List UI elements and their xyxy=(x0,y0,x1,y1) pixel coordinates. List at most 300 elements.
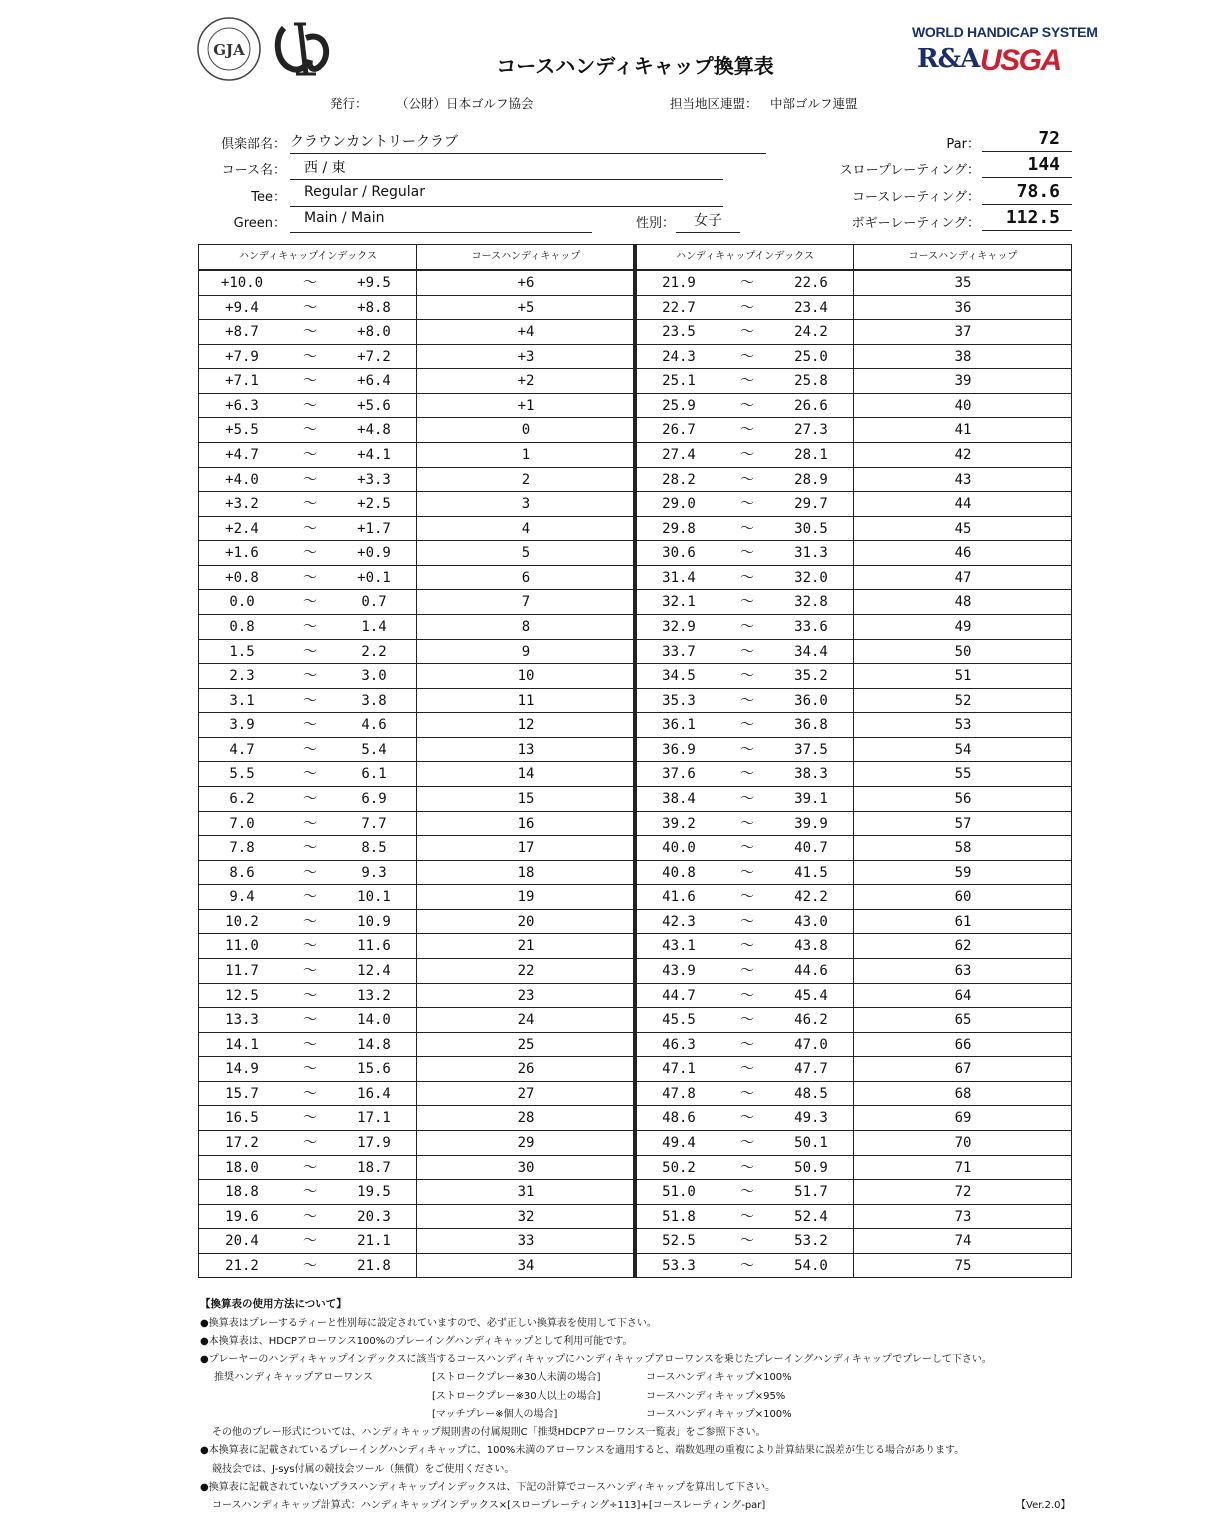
usga-logo: USGA xyxy=(980,44,1061,77)
range-tilde: ～ xyxy=(740,717,754,734)
handicap-index-to: 52.4 xyxy=(794,1208,828,1225)
range-tilde: ～ xyxy=(740,889,754,906)
handicap-index-from: 25.9 xyxy=(662,397,696,414)
range-tilde: ～ xyxy=(303,422,317,439)
handicap-index-to: +9.5 xyxy=(357,275,391,291)
course-handicap: 15 xyxy=(517,790,535,807)
course-handicap: 60 xyxy=(954,889,972,906)
course-handicap: 62 xyxy=(954,938,972,955)
handicap-index-to: 30.5 xyxy=(794,520,828,537)
handicap-index-to: 20.3 xyxy=(357,1208,391,1225)
club-name: クラウンカントリークラブ xyxy=(290,131,766,154)
column-divider xyxy=(853,245,854,1277)
range-tilde: ～ xyxy=(303,1036,317,1053)
gender-value: 女子 xyxy=(676,210,740,233)
handicap-index-to: 45.4 xyxy=(794,987,828,1004)
range-tilde: ～ xyxy=(303,446,317,463)
handicap-index-from: 43.1 xyxy=(662,938,696,955)
handicap-index-from: 23.5 xyxy=(662,324,696,341)
course-handicap: 48 xyxy=(954,594,972,611)
range-tilde: ～ xyxy=(740,938,754,955)
header-course-handicap-left: コースハンディキャップ xyxy=(471,251,581,262)
handicap-index-to: 21.8 xyxy=(357,1257,391,1274)
allowance-mode: [ストロークプレー※30人以上の場合] xyxy=(432,1391,601,1402)
course-handicap: 50 xyxy=(954,643,972,660)
handicap-index-from: +1.6 xyxy=(225,545,259,562)
range-tilde: ～ xyxy=(740,275,754,291)
handicap-index-to: 54.0 xyxy=(794,1257,828,1274)
range-tilde: ～ xyxy=(740,348,754,365)
handicap-index-from: 46.3 xyxy=(662,1036,696,1053)
jga-logo xyxy=(196,16,262,82)
notes-heading: 【換算表の使用方法について】 xyxy=(200,1298,347,1310)
handicap-index-to: 12.4 xyxy=(357,962,391,979)
course-handicap: 6 xyxy=(521,569,531,586)
conversion-table xyxy=(198,244,1072,1278)
handicap-index-from: 13.3 xyxy=(225,1012,259,1029)
handicap-index-from: +6.3 xyxy=(225,397,259,414)
range-tilde: ～ xyxy=(303,373,317,390)
handicap-index-to: 48.5 xyxy=(794,1085,828,1102)
note: その他のプレー形式については、ハンディキャップ規則書の付属規則C「推奨HDCPアローワンス一覧表」をご参照下さい。 xyxy=(212,1427,766,1438)
range-tilde: ～ xyxy=(740,1159,754,1176)
range-tilde: ～ xyxy=(740,471,754,488)
handicap-index-from: 40.0 xyxy=(662,840,696,857)
course-handicap: 31 xyxy=(517,1184,535,1201)
handicap-index-from: +2.4 xyxy=(225,520,259,537)
course-handicap: 61 xyxy=(954,913,972,930)
handicap-index-to: 34.4 xyxy=(794,643,828,660)
tee-label: Tee： xyxy=(251,190,286,205)
range-tilde: ～ xyxy=(740,1257,754,1274)
course-handicap: 38 xyxy=(954,348,972,365)
handicap-index-to: 28.9 xyxy=(794,471,828,488)
handicap-index-from: 45.5 xyxy=(662,1012,696,1029)
course-handicap: 18 xyxy=(517,864,535,881)
handicap-index-to: 22.6 xyxy=(794,275,828,291)
tee-value: Regular / Regular xyxy=(290,184,723,207)
handicap-index-from: 35.3 xyxy=(662,692,696,709)
range-tilde: ～ xyxy=(740,520,754,537)
range-tilde: ～ xyxy=(303,299,317,316)
handicap-index-from: 21.2 xyxy=(225,1257,259,1274)
course-handicap: 2 xyxy=(521,471,531,488)
range-tilde: ～ xyxy=(303,1233,317,1250)
handicap-index-to: 50.1 xyxy=(794,1134,828,1151)
handicap-index-to: 53.2 xyxy=(794,1233,828,1250)
range-tilde: ～ xyxy=(740,1061,754,1078)
course-handicap: 70 xyxy=(954,1134,972,1151)
range-tilde: ～ xyxy=(740,692,754,709)
range-tilde: ～ xyxy=(303,790,317,807)
handicap-index-to: 47.0 xyxy=(794,1036,828,1053)
course-handicap: +2 xyxy=(517,373,535,390)
course-handicap: 24 xyxy=(517,1012,535,1029)
course-handicap: 52 xyxy=(954,692,972,709)
handicap-index-to: +2.5 xyxy=(357,496,391,513)
publisher-value: （公財）日本ゴルフ協会 xyxy=(396,96,534,111)
region-label: 担当地区連盟： xyxy=(670,96,758,111)
handicap-index-from: 38.4 xyxy=(662,790,696,807)
course-handicap: 41 xyxy=(954,422,972,439)
handicap-index-from: +9.4 xyxy=(225,299,259,316)
range-tilde: ～ xyxy=(740,397,754,414)
handicap-index-from: 0.0 xyxy=(229,594,255,611)
range-tilde: ～ xyxy=(303,962,317,979)
course-handicap: 73 xyxy=(954,1208,972,1225)
handicap-index-to: 25.0 xyxy=(794,348,828,365)
handicap-index-to: 13.2 xyxy=(357,987,391,1004)
course-handicap: 33 xyxy=(517,1233,535,1250)
handicap-index-from: 33.7 xyxy=(662,643,696,660)
handicap-index-from: 30.6 xyxy=(662,545,696,562)
course-handicap: 0 xyxy=(521,422,531,439)
course-handicap: 13 xyxy=(517,741,535,758)
version-label: 【Ver.2.0】 xyxy=(1016,1500,1071,1511)
handicap-index-from: 43.9 xyxy=(662,962,696,979)
range-tilde: ～ xyxy=(303,545,317,562)
range-tilde: ～ xyxy=(740,1233,754,1250)
course-handicap: 8 xyxy=(521,618,531,635)
handicap-index-from: 8.6 xyxy=(229,864,255,881)
range-tilde: ～ xyxy=(740,1012,754,1029)
handicap-index-from: 32.1 xyxy=(662,594,696,611)
handicap-index-from: 20.4 xyxy=(225,1233,259,1250)
handicap-index-from: 2.3 xyxy=(229,668,255,685)
handicap-index-from: 28.2 xyxy=(662,471,696,488)
handicap-index-from: 27.4 xyxy=(662,446,696,463)
handicap-index-to: +1.7 xyxy=(357,520,391,537)
range-tilde: ～ xyxy=(303,618,317,635)
handicap-index-from: 44.7 xyxy=(662,987,696,1004)
course-handicap: 36 xyxy=(954,299,972,316)
recommended-allowance-label: 推奨ハンディキャップアローワンス xyxy=(214,1372,373,1383)
handicap-index-from: 3.9 xyxy=(229,717,255,734)
handicap-index-to: 19.5 xyxy=(357,1184,391,1201)
range-tilde: ～ xyxy=(303,324,317,341)
handicap-index-to: 31.3 xyxy=(794,545,828,562)
course-rating-value: 78.6 xyxy=(982,181,1072,205)
handicap-index-to: 3.0 xyxy=(361,668,387,685)
course-handicap: +4 xyxy=(517,324,535,341)
note: 競技会では、J-sys付属の競技会ツール（無償）をご使用ください。 xyxy=(212,1464,515,1475)
course-handicap: 44 xyxy=(954,496,972,513)
range-tilde: ～ xyxy=(740,840,754,857)
handicap-index-to: 17.1 xyxy=(357,1110,391,1127)
handicap-index-from: 9.4 xyxy=(229,889,255,906)
range-tilde: ～ xyxy=(740,668,754,685)
course-handicap: 45 xyxy=(954,520,972,537)
handicap-index-to: 26.6 xyxy=(794,397,828,414)
handicap-index-to: 43.0 xyxy=(794,913,828,930)
jga-emblem-logo xyxy=(270,18,336,78)
handicap-index-from: +7.1 xyxy=(225,373,259,390)
handicap-index-to: 36.8 xyxy=(794,717,828,734)
range-tilde: ～ xyxy=(740,1085,754,1102)
course-handicap: 67 xyxy=(954,1061,972,1078)
handicap-index-from: +3.2 xyxy=(225,496,259,513)
note: ●プレーヤーのハンディキャップインデックスに該当するコースハンディキャップにハンディキャップアローワンスを乗じたプレーイングハンディキャップでプレーして下さい。 xyxy=(200,1354,992,1365)
range-tilde: ～ xyxy=(303,692,317,709)
handicap-index-from: 10.2 xyxy=(225,913,259,930)
handicap-index-to: 40.7 xyxy=(794,840,828,857)
handicap-index-from: 52.5 xyxy=(662,1233,696,1250)
range-tilde: ～ xyxy=(303,815,317,832)
handicap-index-to: 14.0 xyxy=(357,1012,391,1029)
handicap-index-to: 41.5 xyxy=(794,864,828,881)
range-tilde: ～ xyxy=(740,815,754,832)
course-handicap: 4 xyxy=(521,520,531,537)
course-handicap: 26 xyxy=(517,1061,535,1078)
handicap-index-to: 36.0 xyxy=(794,692,828,709)
jga-monogram: GJA xyxy=(213,41,245,59)
par-value: 72 xyxy=(982,128,1072,152)
handicap-index-from: 18.8 xyxy=(225,1184,259,1201)
range-tilde: ～ xyxy=(740,446,754,463)
course-handicap: +3 xyxy=(517,348,535,365)
range-tilde: ～ xyxy=(303,717,317,734)
handicap-index-from: 47.1 xyxy=(662,1061,696,1078)
handicap-index-from: 42.3 xyxy=(662,913,696,930)
handicap-index-from: 41.6 xyxy=(662,889,696,906)
range-tilde: ～ xyxy=(740,1208,754,1225)
handicap-index-to: 42.2 xyxy=(794,889,828,906)
note: ●換算表に記載されていないプラスハンディキャップインデックスは、下記の計算でコースハンディキャップを算出して下さい。 xyxy=(200,1482,776,1493)
course-handicap: 27 xyxy=(517,1085,535,1102)
range-tilde: ～ xyxy=(303,397,317,414)
course-handicap: 72 xyxy=(954,1184,972,1201)
course-handicap: 68 xyxy=(954,1085,972,1102)
course-handicap: 20 xyxy=(517,913,535,930)
handicap-index-from: 4.7 xyxy=(229,741,255,758)
handicap-index-to: 5.4 xyxy=(361,741,387,758)
course-handicap: 56 xyxy=(954,790,972,807)
course-name: 西 / 東 xyxy=(290,157,723,180)
handicap-index-to: 18.7 xyxy=(357,1159,391,1176)
course-handicap: 37 xyxy=(954,324,972,341)
range-tilde: ～ xyxy=(303,569,317,586)
course-handicap: +1 xyxy=(517,397,535,414)
course-handicap: 19 xyxy=(517,889,535,906)
course-handicap: 71 xyxy=(954,1159,972,1176)
header-course-handicap-right: コースハンディキャップ xyxy=(908,251,1018,262)
handicap-index-to: 15.6 xyxy=(357,1061,391,1078)
handicap-index-from: 29.8 xyxy=(662,520,696,537)
handicap-index-from: 15.7 xyxy=(225,1085,259,1102)
course-handicap: 57 xyxy=(954,815,972,832)
course-handicap: 54 xyxy=(954,741,972,758)
whs-logo: WORLD HANDICAP SYSTEM xyxy=(912,24,1098,40)
course-handicap: 43 xyxy=(954,471,972,488)
page-title: コースハンディキャップ換算表 xyxy=(496,54,774,78)
handicap-index-to: 50.9 xyxy=(794,1159,828,1176)
handicap-index-from: 26.7 xyxy=(662,422,696,439)
handicap-index-from: 51.0 xyxy=(662,1184,696,1201)
handicap-index-to: 32.0 xyxy=(794,569,828,586)
course-handicap: 28 xyxy=(517,1110,535,1127)
handicap-index-from: 17.2 xyxy=(225,1134,259,1151)
range-tilde: ～ xyxy=(740,643,754,660)
handicap-index-from: 21.9 xyxy=(662,275,696,291)
range-tilde: ～ xyxy=(303,1085,317,1102)
range-tilde: ～ xyxy=(303,1184,317,1201)
handicap-index-from: 5.5 xyxy=(229,766,255,783)
range-tilde: ～ xyxy=(740,741,754,758)
handicap-index-from: 14.9 xyxy=(225,1061,259,1078)
course-handicap: 34 xyxy=(517,1257,535,1274)
allowance-mode: [ストロークプレー※30人未満の場合] xyxy=(432,1372,601,1383)
slope-rating-label: スロープレーティング： xyxy=(839,163,980,178)
range-tilde: ～ xyxy=(303,471,317,488)
note: ●換算表はプレーするティーと性別毎に設定されていますので、必ず正しい換算表を使用して下さい。 xyxy=(200,1318,657,1329)
course-handicap: 65 xyxy=(954,1012,972,1029)
center-divider xyxy=(633,245,637,1277)
range-tilde: ～ xyxy=(303,741,317,758)
handicap-index-to: 37.5 xyxy=(794,741,828,758)
handicap-index-to: +3.3 xyxy=(357,471,391,488)
handicap-index-from: 18.0 xyxy=(225,1159,259,1176)
handicap-index-from: +8.7 xyxy=(225,324,259,341)
handicap-index-from: 36.1 xyxy=(662,717,696,734)
course-handicap: 39 xyxy=(954,373,972,390)
handicap-index-to: 27.3 xyxy=(794,422,828,439)
handicap-index-to: +8.8 xyxy=(357,299,391,316)
range-tilde: ～ xyxy=(740,962,754,979)
handicap-index-from: 11.7 xyxy=(225,962,259,979)
course-handicap: 64 xyxy=(954,987,972,1004)
handicap-index-to: 47.7 xyxy=(794,1061,828,1078)
handicap-index-to: 2.2 xyxy=(361,643,387,660)
course-handicap: 3 xyxy=(521,496,531,513)
range-tilde: ～ xyxy=(303,864,317,881)
range-tilde: ～ xyxy=(303,1257,317,1274)
handicap-index-to: 35.2 xyxy=(794,668,828,685)
handicap-index-from: +0.8 xyxy=(225,569,259,586)
range-tilde: ～ xyxy=(740,1184,754,1201)
range-tilde: ～ xyxy=(303,1012,317,1029)
course-handicap: +6 xyxy=(517,275,535,291)
handicap-index-to: +0.9 xyxy=(357,545,391,562)
handicap-index-to: 4.6 xyxy=(361,717,387,734)
course-handicap: 22 xyxy=(517,962,535,979)
course-rating-label: コースレーティング： xyxy=(851,190,980,205)
allowance-value: コースハンディキャップ×100% xyxy=(646,1409,792,1420)
handicap-index-from: 19.6 xyxy=(225,1208,259,1225)
course-handicap: 49 xyxy=(954,618,972,635)
range-tilde: ～ xyxy=(740,987,754,1004)
course-handicap: 16 xyxy=(517,815,535,832)
range-tilde: ～ xyxy=(303,643,317,660)
course-handicap: 23 xyxy=(517,987,535,1004)
handicap-index-from: 53.3 xyxy=(662,1257,696,1274)
course-handicap: 51 xyxy=(954,668,972,685)
allowance-value: コースハンディキャップ×95% xyxy=(646,1391,786,1402)
handicap-index-from: 39.2 xyxy=(662,815,696,832)
handicap-index-to: 33.6 xyxy=(794,618,828,635)
range-tilde: ～ xyxy=(740,324,754,341)
handicap-index-to: +5.6 xyxy=(357,397,391,414)
handicap-index-to: 17.9 xyxy=(357,1134,391,1151)
course-handicap: 11 xyxy=(517,692,535,709)
range-tilde: ～ xyxy=(740,422,754,439)
handicap-index-to: 16.4 xyxy=(357,1085,391,1102)
range-tilde: ～ xyxy=(740,766,754,783)
range-tilde: ～ xyxy=(740,790,754,807)
handicap-index-from: 0.8 xyxy=(229,618,255,635)
handicap-index-to: 49.3 xyxy=(794,1110,828,1127)
bogey-rating-label: ボギーレーティング： xyxy=(851,216,980,231)
region-value: 中部ゴルフ連盟 xyxy=(770,96,858,111)
course-handicap: 1 xyxy=(521,446,531,463)
range-tilde: ～ xyxy=(740,1134,754,1151)
handicap-index-to: 14.8 xyxy=(357,1036,391,1053)
handicap-index-from: 1.5 xyxy=(229,643,255,660)
handicap-index-to: +0.1 xyxy=(357,569,391,586)
course-handicap: 46 xyxy=(954,545,972,562)
handicap-index-from: +4.7 xyxy=(225,446,259,463)
handicap-index-from: +7.9 xyxy=(225,348,259,365)
handicap-index-to: 29.7 xyxy=(794,496,828,513)
handicap-index-from: 29.0 xyxy=(662,496,696,513)
handicap-index-to: 46.2 xyxy=(794,1012,828,1029)
range-tilde: ～ xyxy=(740,545,754,562)
course-handicap: 9 xyxy=(521,643,531,660)
range-tilde: ～ xyxy=(740,864,754,881)
range-tilde: ～ xyxy=(303,520,317,537)
course-handicap: 32 xyxy=(517,1208,535,1225)
handicap-index-to: 28.1 xyxy=(794,446,828,463)
handicap-index-from: 47.8 xyxy=(662,1085,696,1102)
range-tilde: ～ xyxy=(303,913,317,930)
range-tilde: ～ xyxy=(303,496,317,513)
handicap-index-from: 7.8 xyxy=(229,840,255,857)
handicap-index-to: +7.2 xyxy=(357,348,391,365)
handicap-index-to: 6.1 xyxy=(361,766,387,783)
range-tilde: ～ xyxy=(740,299,754,316)
range-tilde: ～ xyxy=(740,1110,754,1127)
handicap-index-to: 9.3 xyxy=(361,864,387,881)
handicap-index-from: 16.5 xyxy=(225,1110,259,1127)
slope-rating-value: 144 xyxy=(982,154,1072,178)
gender-label: 性別： xyxy=(636,216,676,231)
range-tilde: ～ xyxy=(303,668,317,685)
bogey-rating-value: 112.5 xyxy=(982,207,1072,231)
handicap-index-to: +8.0 xyxy=(357,324,391,341)
course-handicap: 69 xyxy=(954,1110,972,1127)
handicap-index-from: 7.0 xyxy=(229,815,255,832)
course-handicap: 5 xyxy=(521,545,531,562)
course-handicap: +5 xyxy=(517,299,535,316)
range-tilde: ～ xyxy=(303,766,317,783)
handicap-index-to: 11.6 xyxy=(357,938,391,955)
range-tilde: ～ xyxy=(303,1110,317,1127)
club-label: 倶楽部名： xyxy=(220,137,286,152)
handicap-index-to: 0.7 xyxy=(361,594,387,611)
course-handicap: 10 xyxy=(517,668,535,685)
range-tilde: ～ xyxy=(303,938,317,955)
course-handicap: 59 xyxy=(954,864,972,881)
header-handicap-index-right: ハンディキャップインデックス xyxy=(676,251,814,262)
handicap-index-from: 49.4 xyxy=(662,1134,696,1151)
green-label: Green： xyxy=(233,216,286,231)
handicap-index-to: 21.1 xyxy=(357,1233,391,1250)
course-handicap: 63 xyxy=(954,962,972,979)
handicap-index-from: 6.2 xyxy=(229,790,255,807)
handicap-index-from: 34.5 xyxy=(662,668,696,685)
course-handicap: 74 xyxy=(954,1233,972,1250)
handicap-index-from: 50.2 xyxy=(662,1159,696,1176)
handicap-index-from: +4.0 xyxy=(225,471,259,488)
